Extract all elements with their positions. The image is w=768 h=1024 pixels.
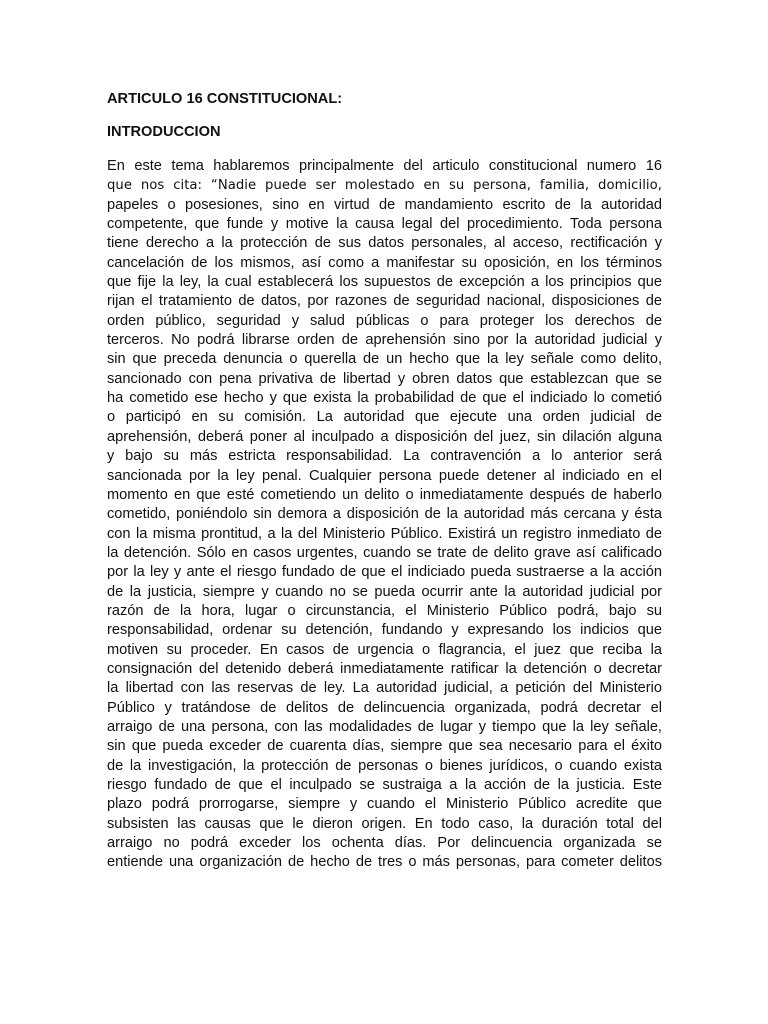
- paragraph-line: y bajo su más estricta responsabilidad. La contravención a lo anterior será: [107, 448, 662, 465]
- paragraph-line: orden público, seguridad y salud públicas o para proteger los derechos de: [107, 312, 662, 329]
- paragraph-line: de la investigación, la protección de personas o bienes jurídicos, o cuando exista: [107, 757, 662, 774]
- article-title: ARTICULO 16 CONSTITUCIONAL:: [107, 91, 343, 107]
- paragraph-line: responsabilidad, ordenar su detención, fundando y expresando los indicios que: [107, 622, 662, 639]
- paragraph-line: terceros. No podrá librarse orden de aprehensión sino por la autoridad judicial y: [107, 332, 662, 349]
- paragraph-line: cancelación de los mismos, así como a manifestar su oposición, en los términos: [107, 254, 662, 271]
- paragraph-line: entiende una organización de hecho de tres o más personas, para cometer delitos: [107, 854, 662, 871]
- paragraph-line: la libertad con las reservas de ley. La autoridad judicial, a petición del Ministerio: [107, 680, 662, 697]
- paragraph-line: por la ley y ante el riesgo fundado de que el indiciado pueda sustraerse a la acción: [107, 564, 662, 581]
- paragraph-line: riesgo fundado de que el inculpado se sustraiga a la acción de la justicia. Este: [107, 777, 662, 793]
- paragraph-line: motiven su proceder. En casos de urgencia o flagrancia, el juez que reciba la: [107, 641, 662, 658]
- paragraph-line: que fije la ley, la cual establecerá los supuestos de excepción a los principios que: [107, 274, 662, 291]
- paragraph-line: momento en que esté cometiendo un delito o inmediatamente después de haberlo: [107, 486, 662, 503]
- paragraph-line: rijan el tratamiento de datos, por razones de seguridad nacional, disposiciones de: [107, 293, 662, 310]
- paragraph-line: plazo podrá prorrogarse, siempre y cuando el Ministerio Público acredite que: [107, 796, 662, 813]
- paragraph-line: competente, que funde y motive la causa legal del procedimiento. Toda persona: [107, 216, 662, 233]
- paragraph-line: papeles o posesiones, sino en virtud de mandamiento escrito de la autoridad: [107, 196, 662, 213]
- paragraph-line: arraigo no podrá exceder los ochenta días. Por delincuencia organizada se: [107, 835, 662, 852]
- paragraph-line: consignación del detenido deberá inmediatamente ratificar la detención o decretar: [107, 660, 662, 677]
- paragraph-line: la detención. Sólo en casos urgentes, cuando se trate de delito grave así calificado: [107, 544, 662, 561]
- paragraph-line: aprehensión, deberá poner al inculpado a disposición del juez, sin dilación alguna: [107, 428, 662, 445]
- paragraph-line: En este tema hablaremos principalmente del articulo constitucional numero 16: [107, 158, 662, 174]
- paragraph-line: con la misma prontitud, a la del Ministerio Público. Existirá un registro inmediato de: [107, 525, 662, 542]
- paragraph-line: sancionada por la ley penal. Cualquier persona puede detener al indiciado en el: [107, 467, 662, 484]
- paragraph-line: de la justicia, siempre y cuando no se pueda ocurrir ante la autoridad judicial por: [107, 583, 662, 600]
- paragraph-line: subsisten las causas que le dieron origen. En todo caso, la duración total del: [107, 815, 662, 832]
- section-heading-introduccion: INTRODUCCION: [107, 124, 221, 140]
- body-paragraph: [107, 157, 662, 873]
- paragraph-line: cometido, poniéndolo sin demora a disposición de la autoridad más cercana y ésta: [107, 506, 662, 523]
- paragraph-line: o participó en su comisión. La autoridad que ejecute una orden judicial de: [107, 409, 662, 426]
- paragraph-line: razón de la hora, lugar o circunstancia, el Ministerio Público podrá, bajo su: [107, 602, 662, 619]
- paragraph-line: arraigo de una persona, con las modalidades de lugar y tiempo que la ley señale,: [107, 718, 662, 735]
- paragraph-line: ha cometido ese hecho y que exista la probabilidad de que el indiciado lo cometió: [107, 390, 662, 407]
- paragraph-line: que nos cita: “Nadie puede ser molestado en su persona, familia, domicilio,: [107, 178, 662, 194]
- paragraph-line: sin que preceda denuncia o querella de un hecho que la ley señale como delito,: [107, 351, 662, 368]
- paragraph-line: Público y tratándose de delitos de delincuencia organizada, podrá decretar el: [107, 699, 662, 716]
- paragraph-line: sancionado con pena privativa de libertad y obren datos que establezcan que se: [107, 370, 662, 387]
- paragraph-line: tiene derecho a la protección de sus datos personales, al acceso, rectificación y: [107, 235, 662, 252]
- paragraph-line: sin que pueda exceder de cuarenta días, siempre que sea necesario para el éxito: [107, 738, 662, 755]
